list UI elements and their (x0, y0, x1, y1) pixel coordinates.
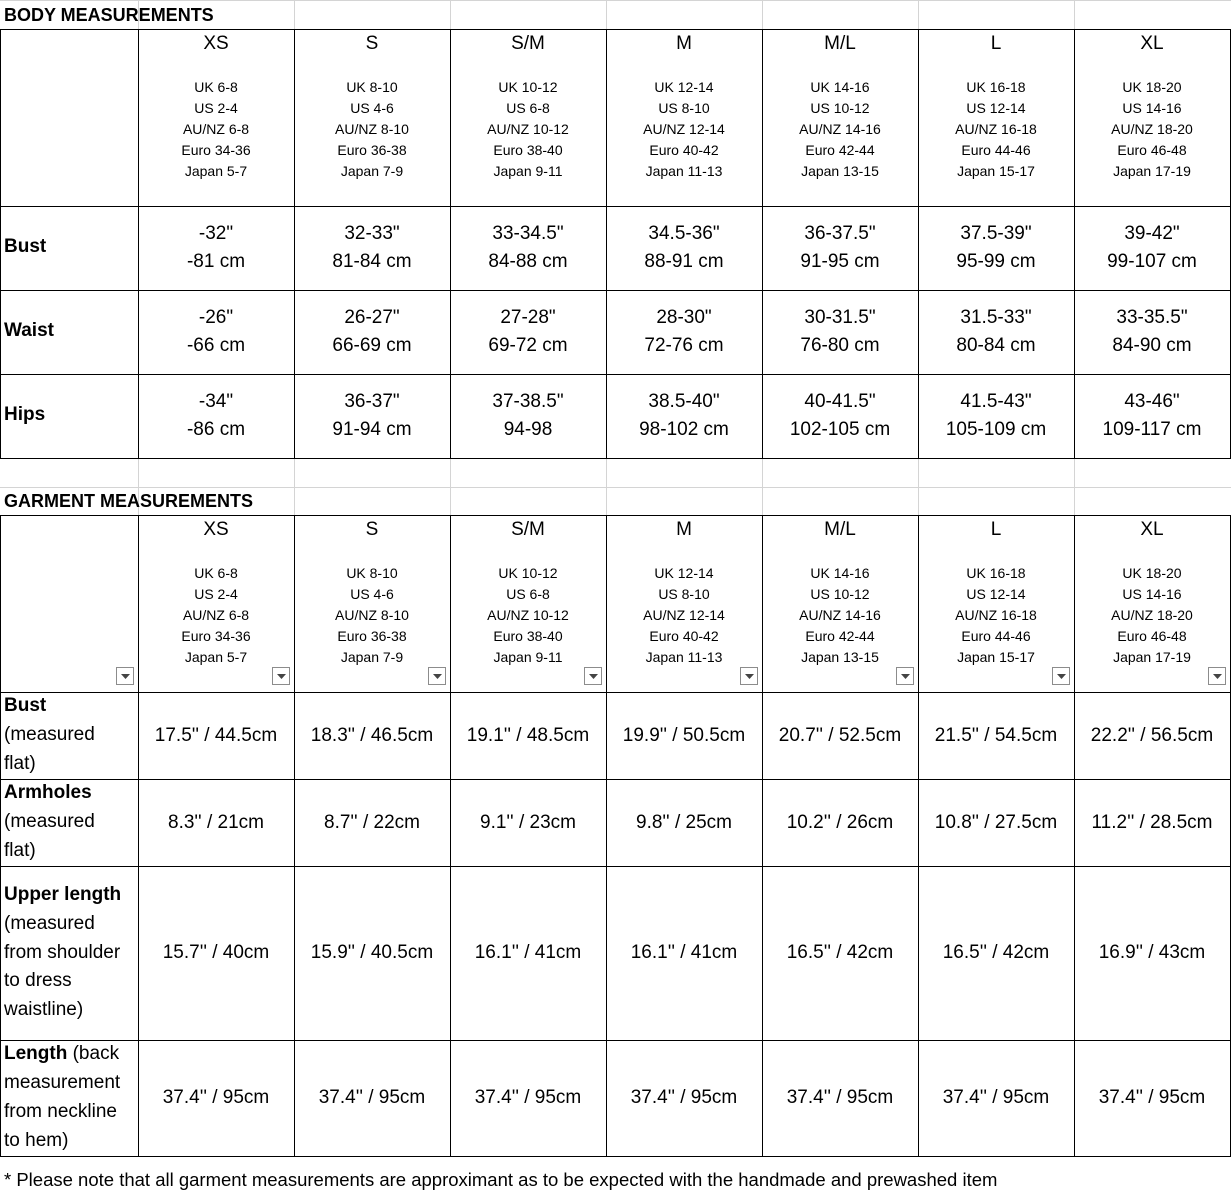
size-name: L (990, 519, 1002, 540)
size-conversion-line: Euro 36-38 (337, 142, 407, 158)
size-conversion-line: US 6-8 (506, 100, 550, 116)
measurement-cell: 15.9'' / 40.5cm (310, 942, 434, 963)
measurement-cell: 8.3'' / 21cm (168, 811, 264, 833)
row-divider (0, 1156, 1231, 1157)
measurement-cell: 8.7'' / 22cm (324, 811, 420, 833)
measurement-cell: 15.7'' / 40cm (162, 942, 270, 963)
measurement-cell: 10.8'' / 27.5cm (934, 811, 1058, 833)
measurement-value: 27-28" (500, 307, 556, 328)
size-conversion-line: UK 10-12 (498, 565, 558, 581)
filter-dropdown-button[interactable] (740, 667, 758, 685)
measurement-value: 95-99 cm (956, 251, 1036, 272)
size-conversion-line: AU/NZ 6-8 (182, 121, 250, 137)
size-conversion-line: UK 12-14 (654, 79, 714, 95)
measurement-cell: 19.1'' / 48.5cm (466, 724, 590, 746)
filter-dropdown-button[interactable] (896, 667, 914, 685)
measurement-value: 99-107 cm (1107, 251, 1197, 272)
size-header-xl (1074, 516, 1230, 691)
measurement-cell: 21.5'' / 54.5cm (934, 724, 1058, 746)
measurement-value: 91-95 cm (800, 251, 880, 272)
size-conversions (138, 77, 294, 182)
filter-dropdown-button[interactable] (272, 667, 290, 685)
measurement-cell: 10.2'' / 26cm (786, 811, 894, 833)
size-conversion-line: AU/NZ 10-12 (487, 607, 569, 623)
measurement-value: 88-91 cm (644, 251, 724, 272)
size-header-xs (138, 516, 294, 691)
measurement-cell: 16.1'' / 41cm (630, 942, 738, 963)
size-header-xs (138, 30, 294, 205)
column-divider (606, 458, 607, 515)
size-name: XL (1140, 33, 1164, 54)
measurement-value: 66-69 cm (332, 335, 412, 356)
size-conversion-line: AU/NZ 8-10 (335, 607, 409, 623)
garment-row-label-note: from neckline (4, 1100, 117, 1122)
measurement-value: 33-35.5" (1116, 307, 1188, 328)
measurement-value: 84-90 cm (1112, 335, 1192, 356)
size-conversion-line: Euro 44-46 (961, 142, 1031, 158)
garment-row-label-note: (back (72, 1043, 120, 1065)
chevron-down-icon (1213, 674, 1222, 679)
chevron-down-icon (433, 674, 442, 679)
size-conversion-line: Euro 46-48 (1117, 628, 1187, 644)
measurement-value: 84-88 cm (488, 251, 568, 272)
body-row-label-waist: Waist (4, 320, 54, 341)
garment-row-label-name: Bust (4, 695, 47, 717)
size-conversion-line: Japan 5-7 (184, 649, 248, 665)
size-conversion-line: Japan 13-15 (801, 163, 879, 179)
chevron-down-icon (745, 674, 754, 679)
measurement-cell (1074, 374, 1230, 458)
size-conversion-line: AU/NZ 12-14 (643, 121, 725, 137)
garment-row-label-note: flat) (4, 752, 36, 774)
filter-dropdown-button[interactable] (1208, 667, 1226, 685)
measurement-cell: 16.1'' / 41cm (474, 942, 582, 963)
measurement-value: 33-34.5" (492, 223, 564, 244)
measurement-value: 81-84 cm (332, 251, 412, 272)
measurement-value: 102-105 cm (789, 419, 891, 440)
size-conversion-line: AU/NZ 14-16 (799, 121, 881, 137)
measurement-value: -26" (198, 307, 234, 328)
column-divider (1074, 0, 1075, 29)
size-header-s (294, 516, 450, 691)
garment-row-label-note: flat) (4, 839, 36, 861)
measurement-cell (918, 374, 1074, 458)
size-conversion-line: US 10-12 (810, 586, 870, 602)
measurement-cell (294, 374, 450, 458)
measurement-cell (138, 374, 294, 458)
column-divider (450, 0, 451, 29)
size-conversion-line: UK 8-10 (346, 565, 398, 581)
measurement-cell (450, 206, 606, 290)
garment-row-label-note: (measured (4, 912, 95, 934)
size-header-m (606, 30, 762, 205)
size-header-m (606, 516, 762, 691)
garment-row-label-note: measurement (4, 1072, 121, 1094)
size-conversion-line: UK 18-20 (1122, 565, 1182, 581)
size-conversion-line: Japan 13-15 (801, 649, 879, 665)
measurement-cell (762, 290, 918, 374)
column-divider (762, 0, 763, 29)
size-conversion-line: US 2-4 (194, 100, 238, 116)
measurement-value: 91-94 cm (332, 419, 412, 440)
size-conversion-line: AU/NZ 16-18 (955, 607, 1037, 623)
measurement-value: -86 cm (186, 419, 246, 440)
size-conversion-line: Japan 17-19 (1113, 163, 1191, 179)
filter-dropdown-button[interactable] (1052, 667, 1070, 685)
measurement-value: 30-31.5" (804, 307, 876, 328)
column-divider (918, 458, 919, 515)
garment-row-label-note: to hem) (4, 1129, 69, 1151)
size-conversion-line: US 12-14 (966, 586, 1026, 602)
measurement-cell: 11.2'' / 28.5cm (1091, 811, 1213, 833)
size-conversion-line: US 12-14 (966, 100, 1026, 116)
measurement-value: -34" (198, 391, 234, 412)
measurement-value: 69-72 cm (488, 335, 568, 356)
chevron-down-icon (277, 674, 286, 679)
size-conversion-line: UK 18-20 (1122, 79, 1182, 95)
size-name: M (676, 33, 692, 54)
measurement-cell: 9.1'' / 23cm (480, 811, 576, 833)
size-conversion-line: US 8-10 (658, 100, 710, 116)
size-conversion-line: AU/NZ 16-18 (955, 121, 1037, 137)
size-conversion-line: US 2-4 (194, 586, 238, 602)
column-divider (1074, 458, 1075, 515)
filter-dropdown-button[interactable] (116, 667, 134, 685)
garment-row-label (0, 779, 138, 866)
measurement-cell (918, 206, 1074, 290)
measurement-cell: 16.5'' / 42cm (786, 942, 894, 963)
column-divider (918, 0, 919, 29)
measurement-cell (606, 374, 762, 458)
measurement-cell (450, 374, 606, 458)
garment-row-label (0, 692, 138, 779)
body-row-label-hips: Hips (4, 404, 46, 425)
size-conversion-line: Japan 5-7 (184, 163, 248, 179)
measurement-cell (606, 206, 762, 290)
measurement-cell (138, 206, 294, 290)
garment-row-label-title (4, 1040, 138, 1069)
measurement-cell: 37.4'' / 95cm (1098, 1087, 1206, 1108)
size-conversion-line: Japan 9-11 (493, 649, 563, 665)
size-conversion-line: Japan 17-19 (1113, 649, 1191, 665)
garment-row-label-note: (measured (4, 724, 95, 746)
measurement-cell (762, 206, 918, 290)
size-conversion-line: Euro 42-44 (805, 142, 875, 158)
size-conversion-line: US 14-16 (1122, 586, 1182, 602)
size-name: S/M (511, 519, 545, 540)
size-conversion-line: AU/NZ 8-10 (335, 121, 409, 137)
body-row-label-bust: Bust (4, 236, 47, 257)
garment-row-label-note: to dress (4, 970, 72, 992)
chevron-down-icon (901, 674, 910, 679)
measurement-cell: 37.4'' / 95cm (318, 1087, 426, 1108)
garment-measurements-title: GARMENT MEASUREMENTS (4, 491, 254, 511)
measurement-value: -32" (198, 223, 234, 244)
size-conversion-line: Japan 15-17 (957, 649, 1035, 665)
measurement-cell (918, 290, 1074, 374)
measurement-value: 76-80 cm (800, 335, 880, 356)
size-conversion-line: Euro 34-36 (181, 142, 251, 158)
garment-row-label-note: waistline) (4, 999, 84, 1021)
size-conversions (450, 77, 606, 182)
size-name: M/L (824, 519, 856, 540)
size-conversions (294, 563, 450, 668)
size-conversions (450, 563, 606, 668)
size-conversion-line: UK 6-8 (194, 565, 238, 581)
measurement-cell: 37.4'' / 95cm (630, 1087, 738, 1108)
size-conversion-line: US 8-10 (658, 586, 710, 602)
measurement-cell: 16.5'' / 42cm (942, 942, 1050, 963)
size-name: XS (203, 519, 229, 540)
measurement-cell: 37.4'' / 95cm (942, 1087, 1050, 1108)
size-name: S (365, 33, 379, 54)
measurement-value: 98-102 cm (639, 419, 729, 440)
column-divider (294, 0, 295, 29)
size-conversion-line: AU/NZ 18-20 (1111, 607, 1193, 623)
measurement-value: -66 cm (186, 335, 246, 356)
measurement-value: 36-37" (344, 391, 400, 412)
garment-row-label-note: (measured (4, 811, 95, 833)
size-conversion-line: Euro 46-48 (1117, 142, 1187, 158)
size-conversion-line: AU/NZ 14-16 (799, 607, 881, 623)
size-conversion-line: AU/NZ 18-20 (1111, 121, 1193, 137)
measurement-value: 37-38.5" (492, 391, 564, 412)
size-conversions (762, 563, 918, 668)
size-header-s (294, 30, 450, 205)
measurement-value: 26-27" (344, 307, 400, 328)
measurement-value: -81 cm (186, 251, 246, 272)
column-divider (450, 458, 451, 515)
size-header-s-m (450, 30, 606, 205)
garment-row-label-note: from shoulder (4, 941, 121, 963)
size-name: XS (203, 33, 229, 54)
size-conversion-line: Japan 15-17 (957, 163, 1035, 179)
size-conversions (606, 77, 762, 182)
filter-dropdown-button[interactable] (584, 667, 602, 685)
measurement-cell (294, 206, 450, 290)
row-divider (0, 0, 1231, 1)
measurement-value: 80-84 cm (956, 335, 1036, 356)
measurement-cell: 37.4'' / 95cm (786, 1087, 894, 1108)
size-name: XL (1140, 519, 1164, 540)
size-conversions (918, 563, 1074, 668)
size-conversion-line: UK 12-14 (654, 565, 714, 581)
measurement-cell (294, 290, 450, 374)
size-conversion-line: UK 14-16 (810, 565, 870, 581)
size-conversion-line: Euro 44-46 (961, 628, 1031, 644)
filter-dropdown-button[interactable] (428, 667, 446, 685)
size-conversions (1074, 77, 1230, 182)
size-conversion-line: AU/NZ 12-14 (643, 607, 725, 623)
size-conversion-line: Japan 7-9 (340, 649, 404, 665)
measurement-value: 36-37.5" (804, 223, 876, 244)
chevron-down-icon (121, 674, 130, 679)
size-conversion-line: US 4-6 (350, 586, 394, 602)
measurement-value: 34.5-36" (648, 223, 720, 244)
size-conversion-line: Japan 11-13 (645, 163, 723, 179)
column-divider (294, 458, 295, 515)
garment-row-label-name: Armholes (4, 782, 92, 804)
column-divider (762, 458, 763, 515)
measurement-value: 105-109 cm (945, 419, 1047, 440)
size-conversions (606, 563, 762, 668)
size-conversions (138, 563, 294, 668)
size-conversion-line: US 10-12 (810, 100, 870, 116)
garment-row-label-title (4, 692, 138, 721)
measurement-value: 28-30" (656, 307, 712, 328)
measurement-value: 31.5-33" (960, 307, 1032, 328)
garment-row-label-name: Length (4, 1043, 68, 1065)
measurement-value: 39-42" (1124, 223, 1180, 244)
measurement-value: 72-76 cm (644, 335, 724, 356)
size-conversion-line: US 4-6 (350, 100, 394, 116)
size-conversion-line: Euro 40-42 (649, 628, 719, 644)
measurement-cell: 22.2'' / 56.5cm (1090, 724, 1214, 746)
garment-row-label (0, 1040, 138, 1156)
measurement-value: 37.5-39" (960, 223, 1032, 244)
footnote: * Please note that all garment measurements are approximant as to be expected with the handmade and prewashed item (4, 1169, 998, 1190)
size-name: M/L (824, 33, 856, 54)
measurement-cell (606, 290, 762, 374)
measurement-cell: 18.3'' / 46.5cm (310, 724, 434, 746)
size-name: M (676, 519, 692, 540)
measurement-cell: 19.9'' / 50.5cm (622, 724, 746, 746)
measurement-cell (762, 374, 918, 458)
chevron-down-icon (589, 674, 598, 679)
size-conversions (918, 77, 1074, 182)
size-name: S (365, 519, 379, 540)
size-conversion-line: Euro 40-42 (649, 142, 719, 158)
size-header-l (918, 30, 1074, 205)
size-conversion-line: UK 16-18 (966, 79, 1026, 95)
size-conversion-line: Japan 7-9 (340, 163, 404, 179)
size-conversion-line: UK 8-10 (346, 79, 398, 95)
size-conversion-line: UK 16-18 (966, 565, 1026, 581)
measurement-cell: 9.8'' / 25cm (636, 811, 732, 833)
size-conversion-line: AU/NZ 6-8 (182, 607, 250, 623)
measurement-cell (138, 290, 294, 374)
measurement-cell (1074, 290, 1230, 374)
size-conversion-line: Euro 38-40 (493, 142, 563, 158)
size-header-s-m (450, 516, 606, 691)
size-header-l (918, 516, 1074, 691)
measurement-value: 41.5-43" (960, 391, 1032, 412)
measurement-cell (1074, 206, 1230, 290)
size-conversion-line: US 6-8 (506, 586, 550, 602)
size-name: S/M (511, 33, 545, 54)
garment-row-label-title (4, 779, 138, 808)
row-divider (0, 458, 1231, 459)
size-conversion-line: Japan 11-13 (645, 649, 723, 665)
size-conversion-line: UK 6-8 (194, 79, 238, 95)
measurement-value: 94-98 (503, 419, 553, 440)
size-conversions (1074, 563, 1230, 668)
size-header-m-l (762, 30, 918, 205)
size-conversion-line: US 14-16 (1122, 100, 1182, 116)
measurement-value: 32-33" (344, 223, 400, 244)
row-divider (0, 487, 1231, 488)
size-conversion-line: Euro 38-40 (493, 628, 563, 644)
size-conversion-line: Euro 42-44 (805, 628, 875, 644)
size-conversion-line: Euro 34-36 (181, 628, 251, 644)
measurement-cell: 37.4'' / 95cm (474, 1087, 582, 1108)
size-conversion-line: Japan 9-11 (493, 163, 563, 179)
size-header-xl (1074, 30, 1230, 205)
measurement-cell: 17.5'' / 44.5cm (154, 724, 278, 746)
column-divider (606, 0, 607, 29)
measurement-cell: 16.9'' / 43cm (1098, 942, 1206, 963)
measurement-cell: 37.4'' / 95cm (162, 1087, 270, 1108)
measurement-value: 38.5-40" (648, 391, 720, 412)
measurement-cell (450, 290, 606, 374)
size-conversions (762, 77, 918, 182)
measurement-value: 43-46" (1124, 391, 1180, 412)
size-name: L (990, 33, 1002, 54)
garment-row-label (0, 866, 138, 1040)
garment-row-label-title (4, 881, 138, 910)
chevron-down-icon (1057, 674, 1066, 679)
size-conversion-line: Euro 36-38 (337, 628, 407, 644)
size-conversions (294, 77, 450, 182)
measurement-cell: 20.7'' / 52.5cm (778, 724, 902, 746)
measurement-value: 40-41.5" (804, 391, 876, 412)
body-measurements-title: BODY MEASUREMENTS (4, 5, 214, 25)
size-conversion-line: AU/NZ 10-12 (487, 121, 569, 137)
size-conversion-line: UK 14-16 (810, 79, 870, 95)
size-header-m-l (762, 516, 918, 691)
measurement-value: 109-117 cm (1102, 419, 1202, 440)
size-conversion-line: UK 10-12 (498, 79, 558, 95)
garment-row-label-name: Upper length (4, 884, 122, 905)
